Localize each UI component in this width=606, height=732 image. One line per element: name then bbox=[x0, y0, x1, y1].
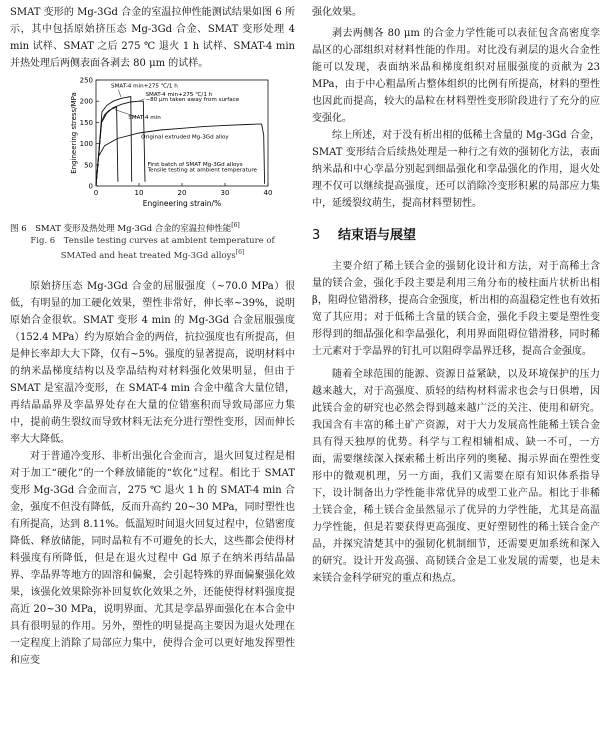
tensile-stress-strain-chart bbox=[10, 76, 295, 214]
figure-6 bbox=[10, 76, 295, 262]
y-tick-label: 50 bbox=[84, 161, 93, 170]
x-tick-label: 30 bbox=[220, 189, 230, 197]
x-tick-label: 40 bbox=[263, 189, 273, 197]
right-column bbox=[312, 0, 600, 587]
series-line bbox=[96, 101, 145, 186]
chart-annotation: Original extruded Mg-3Gd alloy bbox=[141, 134, 229, 141]
paragraph-fig6-intro: SMAT 变形的 Mg-3Gd 合金的室温拉伸性能测试结果如图 6 所示，其中包括原始挤压态 Mg-3Gd 合金、SMAT 变形处理 4 min 试样、SMAT 之后 275 ℃ 退火 1 h 试样、SMAT-4 min 并热处理后两侧表面各剥去 80 μm 的试样。 bbox=[10, 7, 295, 69]
figure-caption-cn-text: 图 6 SMAT 变形及热处理 Mg-3Gd 合金的室温拉伸性能 bbox=[10, 223, 232, 234]
chart-annotation: First batch of SMAT Mg-3Gd alloys bbox=[147, 162, 243, 169]
y-tick-label: 150 bbox=[79, 118, 93, 127]
x-tick-label: 20 bbox=[177, 189, 187, 197]
annotation-leader bbox=[118, 90, 121, 97]
chart-annotation: SMAT-4 min+275 ℃/1 h bbox=[111, 83, 178, 90]
paragraph-conclusion: 主要介绍了稀土镁合金的强韧化设计和方法，对于高稀土含量的镁合金，强化手段主要是利用三角分布的棱柱面片状析出相 β，阻碍位错滑移，提高合金强度，析出相的高温稳定性也有效拓宽了其应用；对于低稀土含量的镁合金，强化手段主要是塑性变形得到的细晶强化和孪晶强化，利用界面阻碍位错滑移，同时稀土元素对于孪晶界的钉扎可以阻碍孪晶界迁移，提高合金强度。 bbox=[312, 261, 600, 357]
y-tick-label: 250 bbox=[79, 76, 93, 85]
y-tick-label: 200 bbox=[79, 97, 93, 106]
section-number: 3 bbox=[312, 228, 321, 243]
left-column bbox=[10, 0, 295, 669]
series-line bbox=[96, 97, 132, 187]
y-tick-label: 0 bbox=[88, 182, 93, 191]
figure-caption-en-ref: [6] bbox=[235, 248, 245, 256]
paragraph-annealing: 对于普通冷变形、非析出强化合金而言，退火回复过程是相对于加工“硬化”的一个释放储能的“软化”过程。相比于 SMAT 变形 Mg-3Gd 合金而言，275 ℃ 退火 1 h 的 SMAT-4 min 合金，强度不但没有降低，反而升高约 20~30 MPa，同时塑性也有所提高，达到 8.11%。低温短时间退火回复过程中，位错密度降低、释放储能，同时晶粒有不可避免的长大，这些都会使得材料强度有所降低，但是在退火过程中 Gd 原子在纳米再结晶晶界、孪晶界等地方的固溶和偏聚，会引起特殊的界面偏聚强化效果，该强化效果除弥补回复软化效果之外，还能使得材料强度提高近 20~30 MPa，说明界面、尤其是孪晶界面强化在本合金中具有很明显的作用。另外，塑性的明显提高主要因为退火处理在一定程度上消除了局部应力集中，使得合金可以更好地发挥塑性和应变 bbox=[10, 450, 295, 666]
chart-annotation: SMAT-4 min bbox=[128, 115, 161, 122]
paragraph-summary: 综上所述，对于没有析出相的低稀土含量的 Mg-3Gd 合金，SMAT 变形结合后续热处理是一种行之有效的强韧化方法，表面纳米晶和中心孪晶分别起到细晶强化和孪晶强化的作用，退火处理不仅可以继续提高强度，还可以消除冷变形积累的局部应力集中，延缓裂纹萌生，提高材料塑韧性。 bbox=[312, 130, 600, 209]
section-heading bbox=[312, 226, 600, 246]
y-axis-label: Engineering stress/MPa bbox=[70, 92, 78, 174]
x-tick-label: 0 bbox=[93, 189, 99, 197]
paragraph-original-vs-smat: 原始挤压态 Mg-3Gd 合金的屈服强度（~70.0 MPa）很低，有明显的加工硬化效果，塑性非常好，伸长率~39%，说明原始合金很软。SMAT 变形 4 min 的 Mg-3Gd 合金屈服强度（152.4 MPa）约为原始合金的两倍，抗拉强度也有所提高，但是伸长率却大大下降，仅有~5%。强度的显著提高，说明材料中的纳米晶梯度结构以及孪晶结构对材料强化效果明显，但由于 SMAT 是室温冷变形，在 SMAT-4 min 合金中蕴含大量位错，再结晶晶界及孪晶界处存在大量的位错塞积而导致局部应力集中，提前萌生裂纹而导致材料无法充分进行塑性变形，因而伸长率大大降低。 bbox=[10, 280, 295, 445]
chart-annotation: SMAT-4 min+275 ℃/1 h bbox=[145, 92, 213, 99]
paragraph-outlook: 随着全球范围的能源、资源日益紧缺，以及环境保护的压力越来越大，对于高强度、质轻的结构材料需求也会与日俱增，因此镁合金的研究也必然会得到越来越广泛的关注、使用和研究。我国含有丰富的稀土矿产资源，对于大力发展高性能稀土镁合金具有得天独厚的优势。科学与工程相辅相成、缺一不可，一方面，需要继续深入探索稀土析出序列的奥秘、揭示界面在塑性变形中的微观机理，另一方面，我们又需要在原有知识体系指导下，设计制备出力学性能非常优异的成型工业产品。相比于非稀土镁合金，稀土镁合金虽然显示了优异的力学性能，尤其是高温力学性能，但是若要获得更高强度、更好塑韧性的稀土镁合金产品，并探究清楚其中的强韧化机制细节，还需要更加系统和深入的研究。设计开发高强、高韧镁合金是工业发展的需要，也是未来镁合金科学研究的重点和热点。 bbox=[312, 369, 600, 584]
paragraph-core-structure: 剥去两侧各 80 μm 的合金力学性能可以表征包含高密度孪晶区的心部组织对材料性能的作用。对比没有剥层的退火合金性能可以发现，表面纳米晶和梯度组织对屈服强度的贡献为 23 MPa，由于中心粗晶所占整体组织的比例有所提高，材料的塑性也因此而提高，较大的晶粒在材料塑性变形阶段进行了充分的应变强化。 bbox=[312, 28, 600, 124]
series-line bbox=[96, 124, 265, 186]
figure-caption-en-line1: Fig. 6 Tensile testing curves at ambient temperature of bbox=[30, 235, 275, 246]
x-tick-label: 10 bbox=[134, 189, 144, 197]
x-axis-label: Engineering strain/% bbox=[142, 199, 222, 208]
figure-caption-en-line2-text: SMATed and heat treated Mg-3Gd alloys bbox=[60, 250, 236, 261]
chart-annotation: Tensile testing at ambient temperature bbox=[147, 167, 257, 174]
y-tick-label: 100 bbox=[79, 140, 93, 149]
figure-caption-cn bbox=[10, 220, 295, 235]
paragraph-continued: 强化效果。 bbox=[312, 7, 362, 18]
chart-annotation: −80 μm taken away from surface bbox=[145, 96, 240, 103]
annotation-leader bbox=[115, 110, 138, 118]
section-title: 结束语与展望 bbox=[338, 228, 417, 243]
figure-caption-cn-ref: [6] bbox=[231, 222, 240, 229]
figure-caption-en-line2 bbox=[10, 247, 295, 262]
